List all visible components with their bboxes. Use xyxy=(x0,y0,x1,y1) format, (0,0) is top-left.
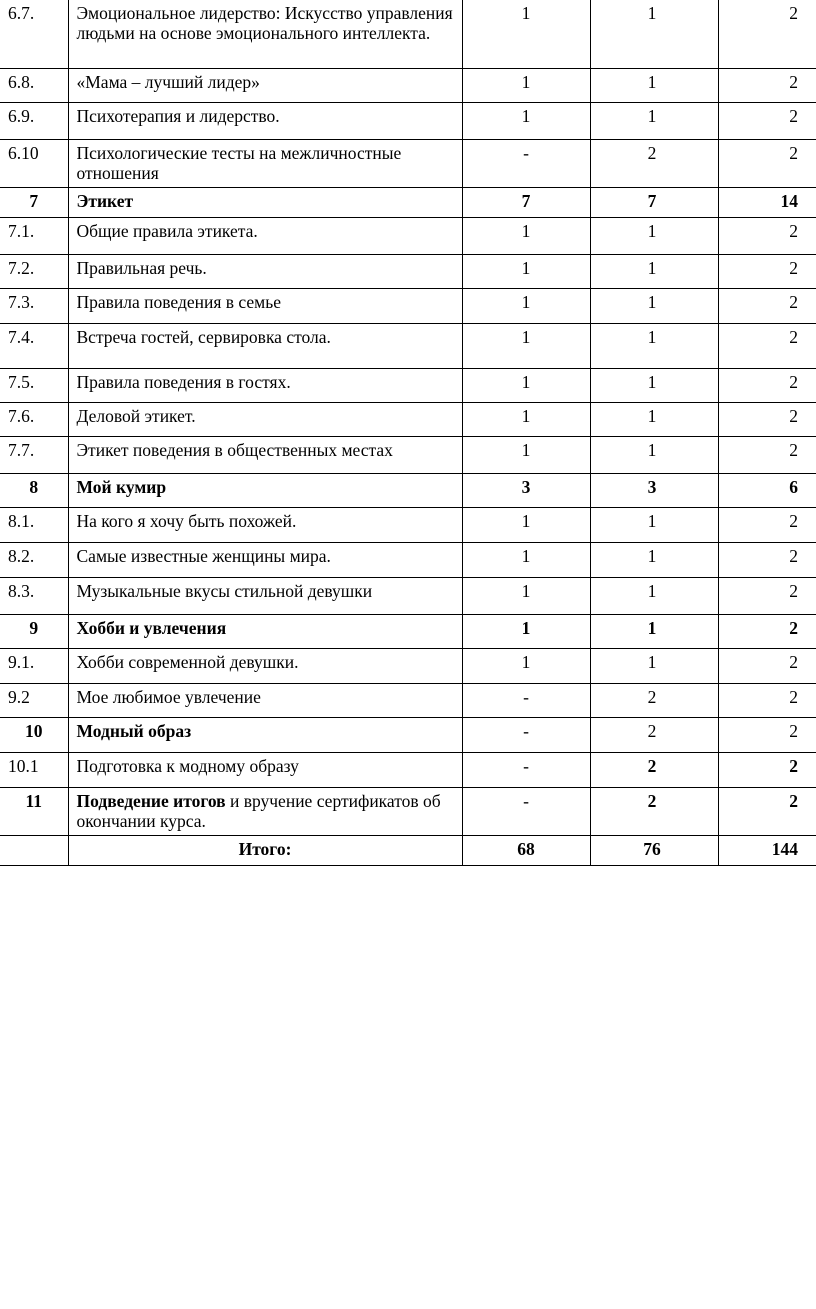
row-total-hours: 2 xyxy=(718,102,816,139)
row-topic: Музыкальные вкусы стильной девушки xyxy=(68,577,462,614)
table-row xyxy=(0,288,816,323)
row-topic: Правила поведения в семье xyxy=(68,288,462,323)
row-practice-hours: 1 xyxy=(590,507,718,542)
row-total-hours: 2 xyxy=(718,288,816,323)
row-topic: Правила поведения в гостях. xyxy=(68,368,462,402)
row-number: 8.3. xyxy=(0,577,68,614)
row-number: 8.1. xyxy=(0,507,68,542)
row-practice-hours: 1 xyxy=(590,68,718,102)
total-theory-hours: 68 xyxy=(462,835,590,865)
section-theory-hours: 7 xyxy=(462,187,590,217)
row-total-hours: 2 xyxy=(718,0,816,68)
section-theory-hours: - xyxy=(462,787,590,835)
section-title: Этикет xyxy=(68,187,462,217)
row-topic: Эмоциональное лидерство: Искусство управления людьми на основе эмоционального интеллекта. xyxy=(68,0,462,68)
row-number: 9.2 xyxy=(0,683,68,717)
table-row xyxy=(0,0,816,68)
row-number: 7.4. xyxy=(0,323,68,368)
table-row xyxy=(0,507,816,542)
row-practice-hours: 1 xyxy=(590,0,718,68)
section-number: 9 xyxy=(0,614,68,648)
section-title: Хобби и увлечения xyxy=(68,614,462,648)
section-practice-hours: 2 xyxy=(590,787,718,835)
row-total-hours: 2 xyxy=(718,436,816,473)
section-row xyxy=(0,187,816,217)
row-practice-hours: 1 xyxy=(590,648,718,683)
row-total-hours: 2 xyxy=(718,368,816,402)
row-practice-hours: 1 xyxy=(590,368,718,402)
section-title xyxy=(68,787,462,835)
row-total-hours: 2 xyxy=(718,323,816,368)
row-theory-hours: 1 xyxy=(462,288,590,323)
section-title: Модный образ xyxy=(68,717,462,752)
row-total-hours: 2 xyxy=(718,68,816,102)
row-total-hours: 2 xyxy=(718,542,816,577)
row-practice-hours: 1 xyxy=(590,323,718,368)
row-number: 7.5. xyxy=(0,368,68,402)
row-number: 6.9. xyxy=(0,102,68,139)
row-topic: Правильная речь. xyxy=(68,254,462,288)
section-total-hours: 2 xyxy=(718,717,816,752)
row-practice-hours: 1 xyxy=(590,542,718,577)
total-practice-hours: 76 xyxy=(590,835,718,865)
row-total-hours: 2 xyxy=(718,752,816,787)
section-theory-hours: 1 xyxy=(462,614,590,648)
table-row xyxy=(0,254,816,288)
row-topic: Самые известные женщины мира. xyxy=(68,542,462,577)
row-number: 10.1 xyxy=(0,752,68,787)
section-row xyxy=(0,473,816,507)
row-topic: Хобби современной девушки. xyxy=(68,648,462,683)
row-topic: Психологические тесты на межличностные отношения xyxy=(68,139,462,187)
row-number: 6.7. xyxy=(0,0,68,68)
total-total-hours: 144 xyxy=(718,835,816,865)
row-theory-hours: 1 xyxy=(462,68,590,102)
table-row xyxy=(0,139,816,187)
row-theory-hours: 1 xyxy=(462,368,590,402)
row-number: 6.8. xyxy=(0,68,68,102)
row-topic: На кого я хочу быть похожей. xyxy=(68,507,462,542)
row-topic: Мое любимое увлечение xyxy=(68,683,462,717)
row-number: 7.3. xyxy=(0,288,68,323)
row-total-hours: 2 xyxy=(718,577,816,614)
row-practice-hours: 2 xyxy=(590,139,718,187)
section-practice-hours: 2 xyxy=(590,717,718,752)
row-theory-hours: - xyxy=(462,683,590,717)
table-row xyxy=(0,752,816,787)
row-practice-hours: 2 xyxy=(590,752,718,787)
table-row xyxy=(0,368,816,402)
row-topic: Общие правила этикета. xyxy=(68,217,462,254)
row-theory-hours: 1 xyxy=(462,402,590,436)
section-theory-hours: 3 xyxy=(462,473,590,507)
row-practice-hours: 1 xyxy=(590,254,718,288)
table-row xyxy=(0,542,816,577)
row-topic: Этикет поведения в общественных местах xyxy=(68,436,462,473)
section-row xyxy=(0,614,816,648)
row-total-hours: 2 xyxy=(718,683,816,717)
section-number: 11 xyxy=(0,787,68,835)
section-total-hours: 6 xyxy=(718,473,816,507)
row-topic: Встреча гостей, сервировка стола. xyxy=(68,323,462,368)
row-theory-hours: - xyxy=(462,752,590,787)
section-number: 7 xyxy=(0,187,68,217)
row-practice-hours: 1 xyxy=(590,217,718,254)
row-number: 7.1. xyxy=(0,217,68,254)
table-row xyxy=(0,436,816,473)
section-theory-hours: - xyxy=(462,717,590,752)
section-total-hours: 2 xyxy=(718,787,816,835)
row-number: 7.7. xyxy=(0,436,68,473)
section-practice-hours: 1 xyxy=(590,614,718,648)
section-practice-hours: 7 xyxy=(590,187,718,217)
section-row xyxy=(0,717,816,752)
section-number: 8 xyxy=(0,473,68,507)
row-number: 6.10 xyxy=(0,139,68,187)
row-practice-hours: 1 xyxy=(590,102,718,139)
table-row xyxy=(0,217,816,254)
row-number: 9.1. xyxy=(0,648,68,683)
row-number: 7.2. xyxy=(0,254,68,288)
row-total-hours: 2 xyxy=(718,254,816,288)
row-theory-hours: 1 xyxy=(462,254,590,288)
total-number xyxy=(0,835,68,865)
row-theory-hours: 1 xyxy=(462,102,590,139)
total-label: Итого: xyxy=(68,835,462,865)
row-practice-hours: 1 xyxy=(590,402,718,436)
table-row xyxy=(0,683,816,717)
section-title: Мой кумир xyxy=(68,473,462,507)
table-row xyxy=(0,323,816,368)
row-topic: Подготовка к модному образу xyxy=(68,752,462,787)
row-theory-hours: 1 xyxy=(462,217,590,254)
row-theory-hours: 1 xyxy=(462,436,590,473)
row-theory-hours: 1 xyxy=(462,323,590,368)
row-practice-hours: 1 xyxy=(590,577,718,614)
row-theory-hours: 1 xyxy=(462,542,590,577)
row-theory-hours: 1 xyxy=(462,648,590,683)
section-title-rest: и вручение сертификатов об окончании курса. xyxy=(76,790,441,831)
row-total-hours: 2 xyxy=(718,507,816,542)
row-total-hours: 2 xyxy=(718,217,816,254)
section-row xyxy=(0,787,816,835)
table-row xyxy=(0,648,816,683)
row-number: 8.2. xyxy=(0,542,68,577)
section-total-hours: 2 xyxy=(718,614,816,648)
row-practice-hours: 1 xyxy=(590,436,718,473)
section-total-hours: 14 xyxy=(718,187,816,217)
row-practice-hours: 2 xyxy=(590,683,718,717)
row-number: 7.6. xyxy=(0,402,68,436)
table-row xyxy=(0,402,816,436)
row-practice-hours: 1 xyxy=(590,288,718,323)
row-total-hours: 2 xyxy=(718,139,816,187)
section-number: 10 xyxy=(0,717,68,752)
section-title-bold: Подведение итогов xyxy=(76,790,226,811)
section-practice-hours: 3 xyxy=(590,473,718,507)
table-row xyxy=(0,577,816,614)
total-row xyxy=(0,835,816,865)
row-topic: Психотерапия и лидерство. xyxy=(68,102,462,139)
row-theory-hours: 1 xyxy=(462,577,590,614)
row-theory-hours: 1 xyxy=(462,507,590,542)
table-row xyxy=(0,102,816,139)
row-total-hours: 2 xyxy=(718,648,816,683)
row-theory-hours: 1 xyxy=(462,0,590,68)
table-row xyxy=(0,68,816,102)
row-topic: «Мама – лучший лидер» xyxy=(68,68,462,102)
row-topic: Деловой этикет. xyxy=(68,402,462,436)
row-total-hours: 2 xyxy=(718,402,816,436)
row-theory-hours: - xyxy=(462,139,590,187)
